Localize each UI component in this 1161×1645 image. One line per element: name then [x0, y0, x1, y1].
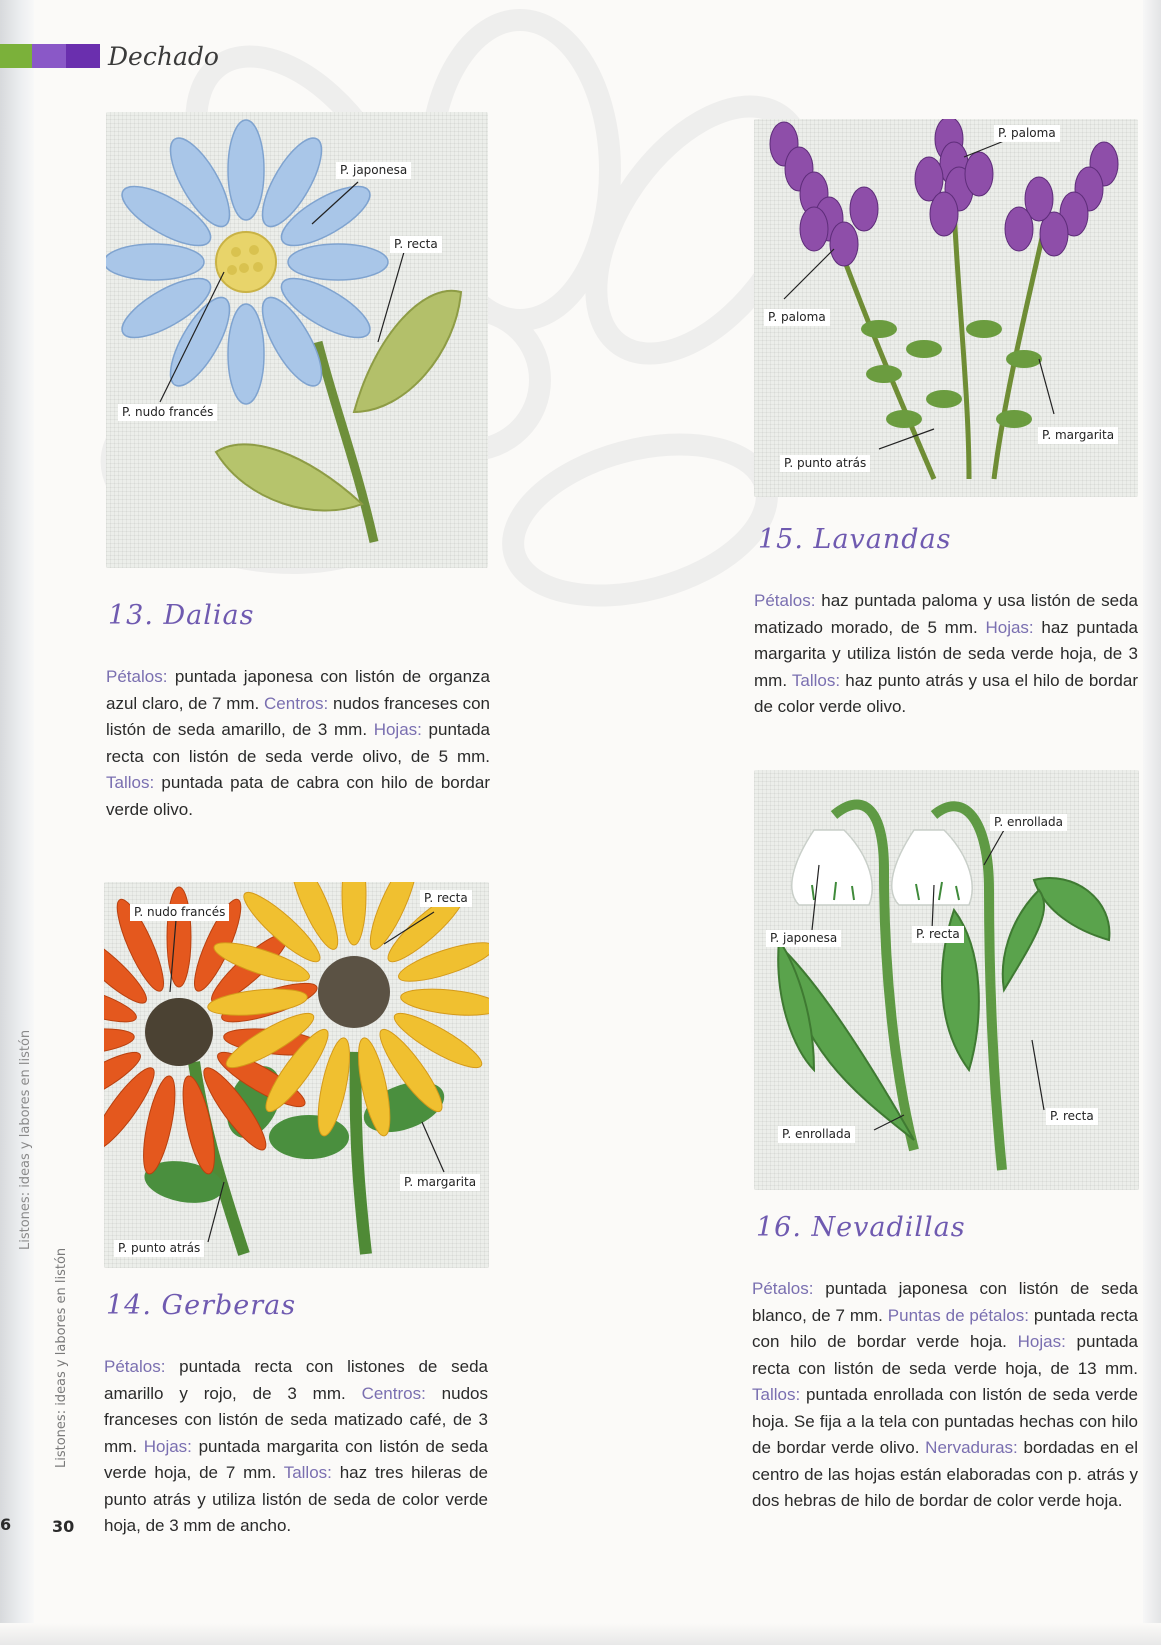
- label-hojas: Hojas:: [985, 617, 1034, 637]
- label-petalos: Pétalos:: [106, 667, 168, 686]
- callout-enrollada-bottom: P. enrollada: [778, 1126, 855, 1143]
- header-color-bar: [0, 44, 100, 68]
- page-number: 30: [52, 1517, 75, 1536]
- label-tallos: Tallos:: [106, 773, 155, 792]
- label-centros: Centros:: [361, 1383, 426, 1403]
- callout-enrollada-top: P. enrollada: [990, 814, 1067, 831]
- desc-nevadillas: Pétalos: puntada japonesa con listón de seda blanco, de 7 mm. Puntas de pétalos: puntada recta con hilo de bordar verde hoja. Hojas: puntada recta con listón de seda verde hoja, de 13 mm. Tallos: puntada enrollada con listón de seda verde hoja. Se fija a la tela con puntadas hechas con hilo de bordar verde olivo. Nervaduras: bordadas en el centro de las hojas están elaboradas con p. atrás y dos hebras de hilo de bordar de color verde hoja.: [752, 1279, 1138, 1510]
- callout-punto-atras: P. punto atrás: [114, 1240, 204, 1257]
- callout-punto-atras: P. punto atrás: [780, 455, 870, 472]
- label-centros: Centros:: [264, 693, 329, 713]
- heading-dalias: 13. Dalias: [108, 600, 255, 631]
- heading-gerberas: 14. Gerberas: [106, 1290, 297, 1321]
- gerbera-illustration: [104, 882, 489, 1268]
- label-hojas: Hojas:: [373, 720, 422, 739]
- label-nervaduras: Nervaduras:: [925, 1438, 1018, 1457]
- callout-recta-right: P. recta: [1046, 1108, 1098, 1125]
- photo-lavandas: [754, 119, 1138, 497]
- callout-recta-center: P. recta: [912, 926, 964, 943]
- callout-japonesa: P. japonesa: [336, 162, 411, 179]
- desc-dalias: Pétalos: puntada japonesa con listón de organza azul claro, de 7 mm. Centros: nudos franceses con listón de seda amarillo, de 3 mm. Hojas: puntada recta con listón de seda verde olivo, de 5 mm. Tallos: puntada pata de cabra con hilo de bordar verde olivo.: [106, 667, 490, 819]
- label-tallos: Tallos:: [791, 670, 841, 690]
- label-petalos: Pétalos:: [752, 1279, 814, 1298]
- desc-gerberas: Pétalos: puntada recta con listones de seda amarillo y rojo, de 3 mm. Centros: nudos franceses con listón de seda matizado café, de 3 mm. Hojas: puntada margarita con listón de seda verde hoja, de 7 mm. Tallos: haz tres hileras de punto atrás y utiliza listón de seda de color verde hoja, de 3 mm de ancho.: [104, 1357, 488, 1535]
- callout-nudo-frances: P. nudo francés: [130, 904, 229, 921]
- label-hojas: Hojas:: [1017, 1332, 1066, 1351]
- photo-gerberas: [104, 882, 489, 1268]
- prev-page-number: 6: [0, 1515, 12, 1534]
- callout-recta: P. recta: [390, 236, 442, 253]
- section-title: Dechado: [108, 42, 219, 71]
- callout-margarita: P. margarita: [1038, 427, 1118, 444]
- callout-margarita: P. margarita: [400, 1174, 480, 1191]
- label-tallos: Tallos:: [752, 1385, 801, 1404]
- callout-paloma-left: P. paloma: [764, 309, 830, 326]
- label-petalos: Pétalos:: [104, 1357, 166, 1376]
- desc-lavandas: Pétalos: haz puntada paloma y usa listón de seda matizado morado, de 5 mm. Hojas: haz puntada margarita y utiliza listón de seda verde hoja, de 3 mm. Tallos: haz punto atrás y usa el hilo de bordar de color verde olivo.: [754, 591, 1138, 716]
- callout-nudo-frances: P. nudo francés: [118, 404, 217, 421]
- dalia-illustration: [106, 112, 488, 568]
- spine-text-outer: Listones: ideas y labores en listón: [18, 1029, 33, 1250]
- label-hojas: Hojas:: [143, 1436, 192, 1456]
- callout-japonesa: P. japonesa: [766, 930, 841, 947]
- photo-nevadillas: [754, 770, 1139, 1190]
- callout-recta: P. recta: [420, 890, 472, 907]
- heading-nevadillas: 16. Nevadillas: [756, 1212, 966, 1243]
- label-tallos: Tallos:: [283, 1463, 332, 1482]
- heading-lavandas: 15. Lavandas: [758, 524, 952, 555]
- callout-paloma-top: P. paloma: [994, 125, 1060, 142]
- photo-dalias: [106, 112, 488, 568]
- label-petalos: Pétalos:: [754, 591, 816, 610]
- spine-text-inner: Listones: ideas y labores en listón: [54, 1247, 69, 1468]
- label-puntas-de-petalos: Puntas de pétalos:: [887, 1305, 1029, 1325]
